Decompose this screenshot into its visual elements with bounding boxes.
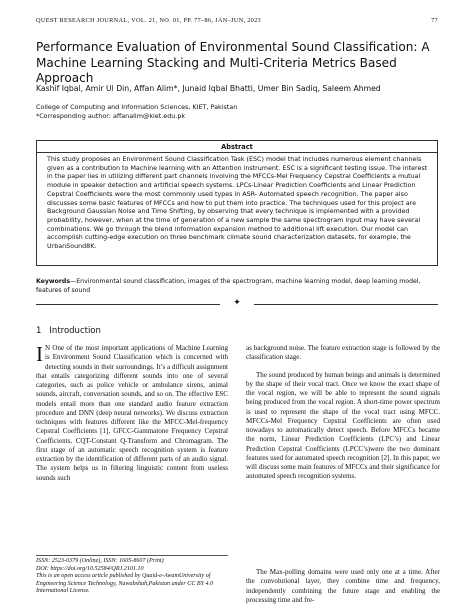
right-paragraph-1: as background noise. The feature extraction stage is followed by the classification stage. [246, 344, 440, 362]
page-number: 77 [431, 17, 438, 24]
issn-line: ISSN: 2523-0379 (Online), ISSN: 1605-8607 (Print) [36, 558, 164, 564]
keywords-text: —Environmental sound classification, images of the spectrogram, machine learning model, deep learning model, features of sound [36, 278, 421, 294]
journal-name: QUEST RESEARCH JOURNAL, VOL. 21, NO. 01, PP. 77–86, JAN–JUN, 2023 [36, 17, 261, 24]
separator-ornament: ✦ [233, 298, 241, 308]
right-column-bottom [246, 568, 440, 605]
abstract-heading: Abstract [221, 143, 253, 151]
intro-paragraph: N One of the most important applications of Machine Learning is Environment Sound Classification which is concerned with detecting sounds in their surroundings. It’s a difficult assignment that entails categorizing different sounds into one of several categories, such as police vehicle or ambulance sirens, animal sounds, aircraft, conversation sounds, and so on. The effective ESC models entail more than one standard audio feature extraction procedure and DNN (deep neural networks). We discuss extraction techniques with features different like the MFCC-Mel-frequency Cepstral Coefficients [1], GFCC-Gammatone Frequency Cepstral Coefficients, CQT-Constant Q-Transform and Chromagram. The first stage of an automatic speech recognition system is feature extraction by the identification of different parts of an audio signal. The system helps us in filtering linguistic content from useless sounds such [36, 344, 228, 482]
abstract-divider [36, 152, 438, 153]
separator-right [254, 304, 438, 305]
right-column [246, 344, 440, 490]
affiliation-block [36, 103, 441, 121]
right-paragraph-3: The Max-polling domains were used only one at a time. After the convolutional layer, they combine time and frequency, independently combining the future stage and enabling the processing time and fre- [246, 568, 440, 604]
license-line: This is an open access article published by Quaid-e-AwamUniversity of Engineering Science Technology, Nawabshah,Pakistan under CC BY 4.0 International License. [36, 573, 214, 595]
running-header [36, 17, 438, 24]
section-number: 1 [36, 326, 42, 336]
affiliation: College of Computing and Information Sciences, KIET, Pakistan [36, 103, 238, 111]
separator-left [36, 304, 220, 305]
abstract-text: This study proposes an Environment Sound Classification Task (ESC) model that includes numerous element channels given as a contribution to Machine learning with an Attention instrument. ESC is a significant testing issue. The interest in the paper lies in utilizing different part channels involving the MFCCs-Mel Frequency Cepstral Coefficients a mutual module in speaker detection and artificial speech systems. LPCs-Linear Prediction Coefficients and Linear Prediction Cepstral Coefficients were the most commonly used types in ASR- Automated speech recognition. The paper also discusses some basic features of MFCCs and how to put them into practice. The techniques used for this project are Background Gaussian Noise and Time Shifting, by observing that every technique is implemented with a provided probability, however, when at the time of generation of a new sample the same spectrogram input may have several combinations. We go through the blend information expansion method to additional lift execution. Our model can accomplish cutting-edge execution on three benchmark climate sound characterization datasets, for example, the UrbanSound8K. [47, 156, 428, 251]
doi-line: DOI: https://doi.org/10.52584/QRJ.2101.10 [36, 565, 144, 572]
right-paragraph-2: The sound produced by human beings and animals is determined by the shape of their vocal tract. Once we know the exact shape of the vocal region, we will be able to represent the sound signals being produced from the vocal region. A short-time power spectrum is used to represent the shape of the vocal tract using MFCC. MFCCs-Mel Frequency Cepstral Coefficients are often used nowadays to automatically detect speech. Before MFCCs became the norm, Linear Prediction Coefficients (LPC’s) and Linear Prediction Cepstral Coefficients (LPCC’s)were the two dominant features used for automated speech recognition [2]. In this paper, we will discuss some main features of MFCCs and their significance for automated speech recognition systems. [246, 370, 440, 481]
corresponding-author: *Corresponding author: affanalim@kiet.edu.pk [36, 112, 186, 120]
paper-title: Performance Evaluation of Environmental Sound Classification: A Machine Learning Stacking and Multi-Criteria Metrics Based Approach [36, 40, 430, 85]
section-title: Introduction [49, 326, 101, 336]
footnote-block [36, 558, 228, 596]
author-list: Kashif Iqbal, Amir Ul Din, Affan Alim*, Junaid Iqbal Bhatti, Umer Bin Sadiq, Saleem Ahmed [36, 84, 381, 93]
keywords-label: Keywords [36, 278, 71, 285]
drop-cap: I [36, 342, 43, 366]
footnote-rule [36, 555, 228, 556]
keywords [36, 278, 441, 295]
left-column [36, 344, 228, 483]
section-heading [36, 326, 101, 336]
